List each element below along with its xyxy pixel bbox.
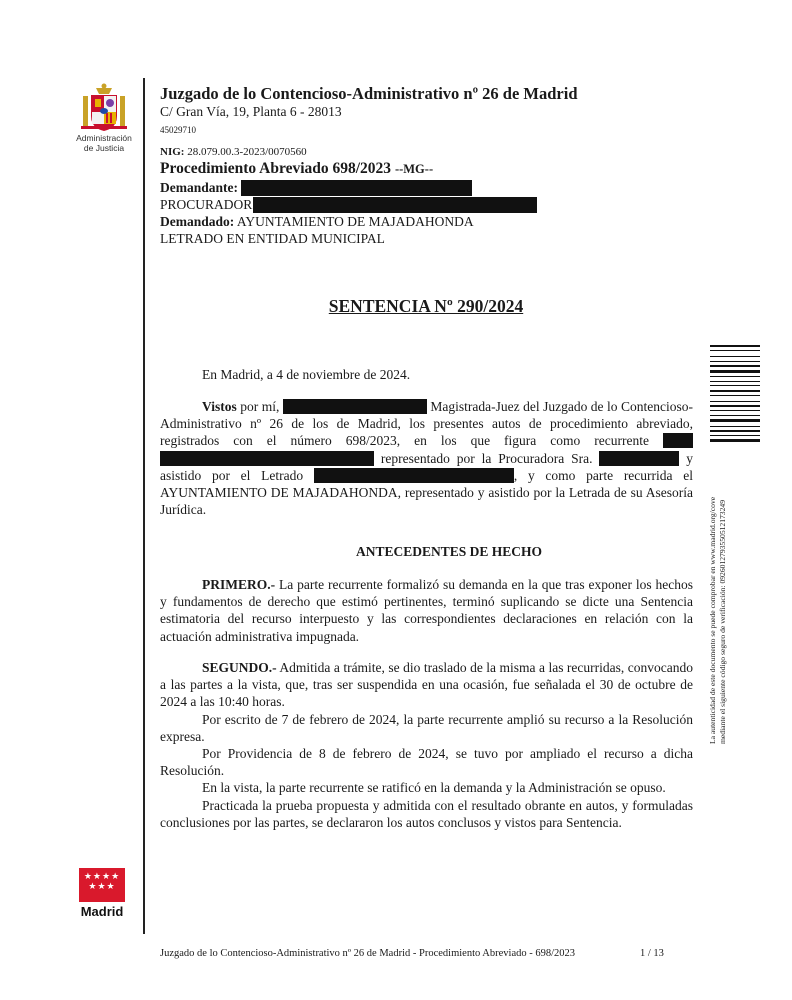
barcode-bar bbox=[710, 365, 760, 367]
margin-rule bbox=[143, 78, 145, 934]
madrid-label: Madrid bbox=[80, 904, 124, 919]
barcode-bar bbox=[710, 419, 760, 422]
letrado-line: LETRADO EN ENTIDAD MUNICIPAL bbox=[160, 231, 385, 246]
redaction-block bbox=[283, 399, 427, 414]
barcode-bar bbox=[710, 361, 760, 362]
section-heading: ANTECEDENTES DE HECHO bbox=[355, 544, 543, 559]
barcode-bar bbox=[710, 430, 760, 432]
coat-of-arms-icon bbox=[78, 82, 130, 134]
procurador-line: PROCURADOR bbox=[160, 196, 537, 213]
demandante-line: Demandante: bbox=[160, 179, 472, 196]
primero-paragraph: PRIMERO.- La parte recurrente formalizó su demanda en la que tras exponer los hechos y fundamentos de derecho que estimó pertinentes, terminó suplicando se dicte una Sentencia estimatoria del recurso interpuesto y las correspondientes declaraciones en relación con la actuación administrativa impugnada. bbox=[160, 577, 693, 644]
procedure-line: Procedimiento Abreviado 698/2023 --MG-- bbox=[160, 160, 434, 177]
barcode-bar bbox=[710, 415, 760, 416]
date-paragraph: En Madrid, a 4 de noviembre de 2024. bbox=[202, 367, 411, 382]
court-address: C/ Gran Vía, 19, Planta 6 - 28013 bbox=[160, 104, 342, 119]
verification-line-1: La autenticidad de este documento se puede comprobar en www.madrid.org/cove bbox=[708, 496, 717, 744]
admin-justicia-label: Administración de Justicia bbox=[76, 133, 132, 153]
verification-block bbox=[708, 464, 728, 744]
barcode-bar bbox=[710, 395, 760, 396]
vista-paragraph: En la vista, la parte recurrente se ratificó en la demanda y la Administración se opuso. bbox=[202, 780, 666, 796]
court-name: Juzgado de lo Contencioso-Administrativo nº 26 de Madrid bbox=[160, 84, 578, 103]
barcode-bar bbox=[710, 356, 760, 357]
segundo-paragraph: SEGUNDO.- Admitida a trámite, se dio traslado de la misma a las recurridas, convocando a las partes a la vista, que, tras ser suspendida en una ocasión, fue señalada el 30 de octubre de 2024 a las 10:40 horas. Por escrito de 7 de febrero de 2024, la parte recurrente amplió su recurso a la Resolución expresa. Por Providencia de 8 de febrero de 2024, se tuvo por ampliado el recurso a dicha Resolución. En la vista, la parte recurrente se ratificó en la demanda y la Administración se opuso. Practicada la prueba propuesta y admitida con el resultado obrante en autos, y formuladas conclusiones por las partes, se declararon los autos conclusos y vistos para Sentencia. bbox=[160, 660, 693, 830]
madrid-stars: ★★★★ ★★★ bbox=[83, 872, 121, 892]
prueba-paragraph: Practicada la prueba propuesta y admitida con el resultado obrante en autos, y formuladas conclusiones por las partes, se declararon los autos conclusos y vistos para Sentencia. bbox=[160, 797, 693, 830]
redaction-block bbox=[253, 197, 537, 213]
redaction-block bbox=[241, 180, 472, 196]
page-number: 1 / 13 bbox=[640, 948, 664, 959]
redaction-block bbox=[599, 451, 679, 466]
redaction-block bbox=[314, 468, 514, 483]
document-title: SENTENCIA Nº 290/2024 bbox=[328, 296, 524, 316]
court-code: 45029710 bbox=[160, 125, 196, 135]
barcode-bar bbox=[710, 435, 760, 436]
nig-line: NIG: 28.079.00.3-2023/0070560 bbox=[160, 146, 307, 158]
redaction-block bbox=[663, 433, 693, 448]
barcode-icon bbox=[710, 345, 760, 445]
escrito-paragraph: Por escrito de 7 de febrero de 2024, la parte recurrente amplió su recurso a la Resolución expresa. bbox=[160, 711, 693, 744]
barcode-bar bbox=[710, 345, 760, 347]
verification-line-2: mediante el siguiente código seguro de verificación: 0926012793550512173249 bbox=[717, 500, 727, 744]
demandado-line: Demandado: AYUNTAMIENTO DE MAJADAHONDA bbox=[160, 214, 474, 229]
barcode-bar bbox=[710, 370, 760, 373]
barcode-bar bbox=[710, 439, 760, 442]
barcode-bar bbox=[710, 405, 760, 407]
madrid-flag-icon bbox=[79, 868, 125, 902]
footer-text: Juzgado de lo Contencioso-Administrativo nº 26 de Madrid - Procedimiento Abreviado - 698/2023 bbox=[160, 948, 576, 959]
barcode-bar bbox=[710, 350, 760, 351]
barcode-bar bbox=[710, 390, 760, 392]
providencia-paragraph: Por Providencia de 8 de febrero de 2024, se tuvo por ampliado el recurso a dicha Resolución. bbox=[160, 746, 693, 779]
redaction-block bbox=[160, 451, 374, 466]
barcode-bar bbox=[710, 385, 760, 386]
barcode-bar bbox=[710, 376, 760, 377]
barcode-bar bbox=[710, 381, 760, 382]
barcode-bar bbox=[710, 401, 760, 402]
barcode-bar bbox=[710, 426, 760, 427]
vistos-paragraph: Vistos por mí, Magistrada-Juez del Juzgado de lo Contencioso-Administrativo nº 26 de los de Madrid, los presentes autos de procedimiento abreviado, registrados con el número 698/2023, en los que figura como recurrente representado por la Procuradora Sra. y asistido por el Letrado , y como parte recurrida el AYUNTAMIENTO DE MAJADAHONDA, representado y asistido por la Letrada de su Asesoría Jurídica. bbox=[160, 399, 694, 518]
barcode-bar bbox=[710, 410, 760, 411]
